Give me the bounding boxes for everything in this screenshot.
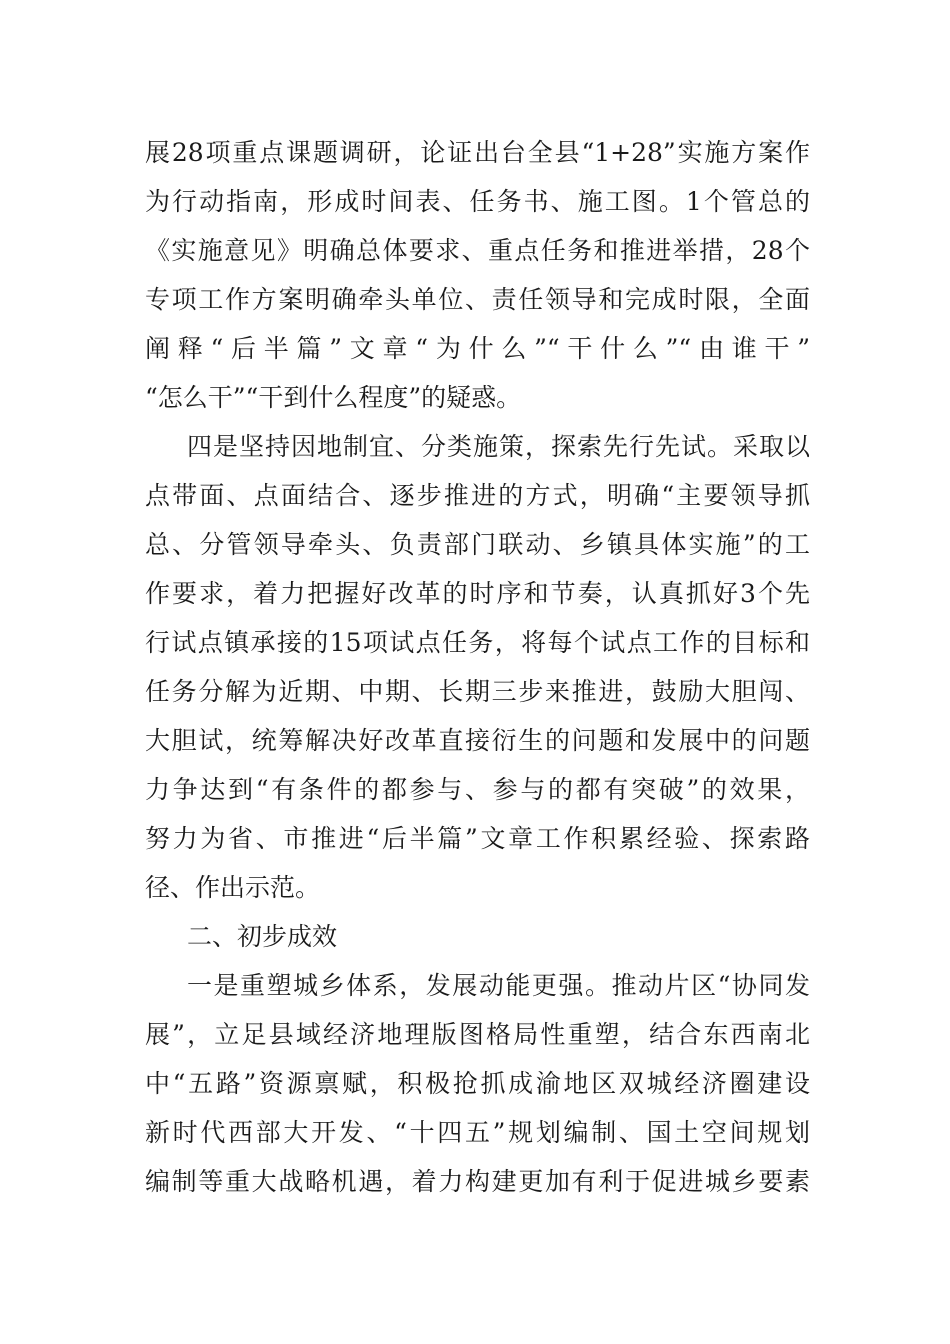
text-line: 努力为省、市推进“后半篇”文章工作积累经验、探索路 xyxy=(145,824,810,853)
text-line: 为行动指南，形成时间表、任务书、施工图。1个管总的 xyxy=(145,187,810,216)
text-line: 展”，立足县域经济地理版图格局性重塑，结合东西南北 xyxy=(145,1020,810,1049)
text-line: 任务分解为近期、中期、长期三步来推进，鼓励大胆闯、 xyxy=(145,677,810,706)
text-line: 行试点镇承接的15项试点任务，将每个试点工作的目标和 xyxy=(145,628,810,657)
text-line: 点带面、点面结合、逐步推进的方式，明确“主要领导抓 xyxy=(145,481,810,510)
text-line: 作要求，着力把握好改革的时序和节奏，认真抓好3个先 xyxy=(145,579,810,608)
text-line: “怎么干”“干到什么程度”的疑惑。 xyxy=(145,383,522,412)
text-line: 《实施意见》明确总体要求、重点任务和推进举措，28个 xyxy=(145,236,810,265)
text-line: 大胆试，统筹解决好改革直接衍生的问题和发展中的问题 xyxy=(145,726,810,755)
text-line: 展28项重点课题调研，论证出台全县“1+28”实施方案作 xyxy=(145,138,810,167)
text-line: 阐释“后半篇”文章“为什么”“干什么”“由谁干” xyxy=(145,334,810,363)
text-line: 力争达到“有条件的都参与、参与的都有突破”的效果， xyxy=(145,775,810,804)
text-line: 中“五路”资源禀赋，积极抢抓成渝地区双城经济圈建设 xyxy=(145,1069,810,1098)
section-heading: 二、初步成效 xyxy=(187,922,338,951)
paragraph-start-line: 四是坚持因地制宜、分类施策，探索先行先试。采取以 xyxy=(187,432,810,461)
paragraph-start-line: 一是重塑城乡体系，发展动能更强。推动片区“协同发 xyxy=(187,971,810,1000)
text-line: 新时代西部大开发、“十四五”规划编制、国土空间规划 xyxy=(145,1118,810,1147)
document-body xyxy=(145,128,810,1206)
text-line: 专项工作方案明确牵头单位、责任领导和完成时限，全面 xyxy=(145,285,810,314)
text-line: 总、分管领导牵头、负责部门联动、乡镇具体实施”的工 xyxy=(145,530,810,559)
text-line: 编制等重大战略机遇，着力构建更加有利于促进城乡要素 xyxy=(145,1167,810,1196)
text-line: 径、作出示范。 xyxy=(145,873,321,902)
